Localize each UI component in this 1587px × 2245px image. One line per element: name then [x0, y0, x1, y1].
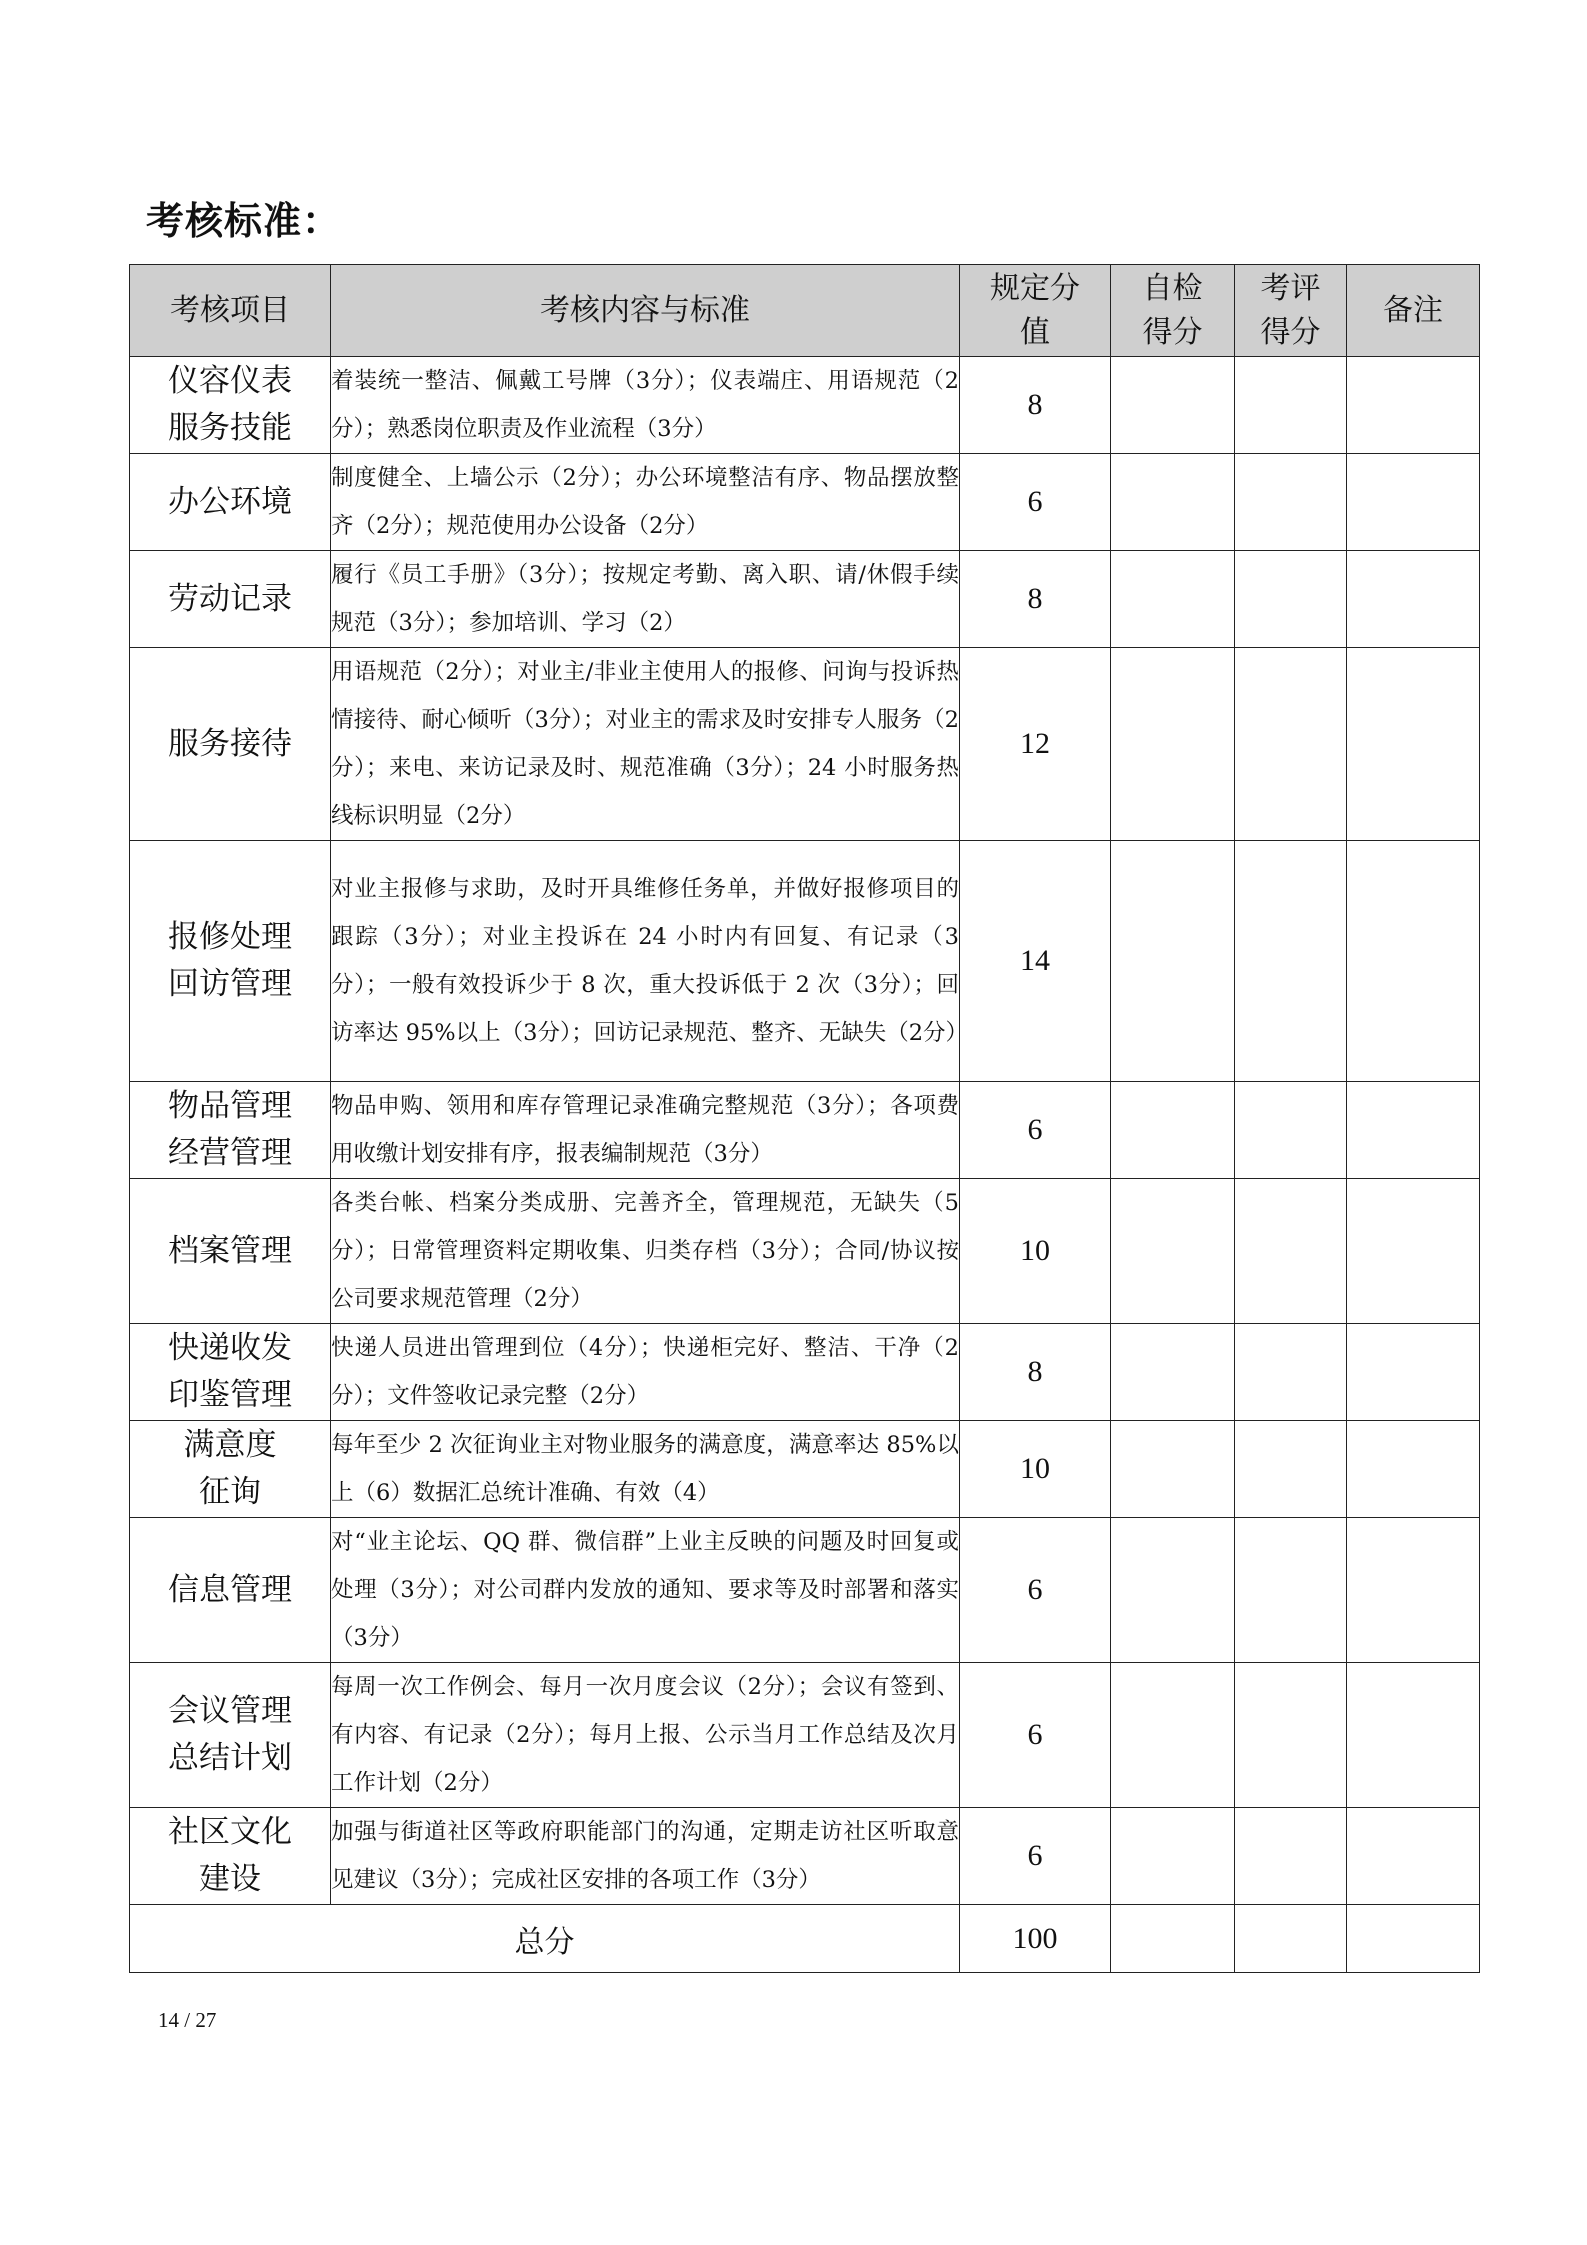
review-score-cell[interactable] — [1235, 1179, 1347, 1324]
row-score: 6 — [960, 1663, 1111, 1808]
note-cell[interactable] — [1347, 1421, 1480, 1518]
review-score-cell[interactable] — [1235, 1421, 1347, 1518]
page-number: 14 / 27 — [158, 2008, 217, 2032]
row-content: 对业主报修与求助，及时开具维修任务单，并做好报修项目的跟踪（3分）；对业主投诉在 24 小时内有回复、有记录（3分）；一般有效投诉少于 8 次，重大投诉低于 2 次（3分）；回访率达 95%以上（3分）；回访记录规范、整齐、无缺失（2分） — [331, 841, 960, 1082]
review-score-cell[interactable] — [1235, 648, 1347, 841]
table-row — [130, 841, 1480, 1082]
table-row — [130, 551, 1480, 648]
self-score-cell[interactable] — [1111, 648, 1235, 841]
row-content: 各类台帐、档案分类成册、完善齐全，管理规范，无缺失（5分）；日常管理资料定期收集、归类存档（3分）；合同/协议按公司要求规范管理（2分） — [331, 1179, 960, 1324]
row-item: 劳动记录 — [130, 551, 331, 648]
self-score-cell[interactable] — [1111, 551, 1235, 648]
table-row — [130, 357, 1480, 454]
note-cell[interactable] — [1347, 1082, 1480, 1179]
row-item: 快递收发印鉴管理 — [130, 1324, 331, 1421]
row-score: 6 — [960, 1518, 1111, 1663]
page-title: 考核标准： — [146, 198, 342, 243]
self-score-cell[interactable] — [1111, 1518, 1235, 1663]
table-row — [130, 1179, 1480, 1324]
table-row — [130, 454, 1480, 551]
table-row — [130, 1663, 1480, 1808]
header-score: 规定分值 — [960, 265, 1111, 357]
note-cell[interactable] — [1347, 648, 1480, 841]
header-item: 考核项目 — [130, 265, 331, 357]
total-label: 总分 — [130, 1905, 960, 1973]
assessment-table — [129, 264, 1480, 1973]
table-row — [130, 1518, 1480, 1663]
header-content: 考核内容与标准 — [331, 265, 960, 357]
note-cell[interactable] — [1347, 454, 1480, 551]
note-cell[interactable] — [1347, 1179, 1480, 1324]
table-row — [130, 1421, 1480, 1518]
row-score: 6 — [960, 1808, 1111, 1905]
row-score: 12 — [960, 648, 1111, 841]
note-cell[interactable] — [1347, 1324, 1480, 1421]
review-score-cell[interactable] — [1235, 357, 1347, 454]
row-score: 6 — [960, 1082, 1111, 1179]
row-content: 快递人员进出管理到位（4分）；快递柜完好、整洁、干净（2分）；文件签收记录完整（2分） — [331, 1324, 960, 1421]
self-score-cell[interactable] — [1111, 357, 1235, 454]
note-cell[interactable] — [1347, 1518, 1480, 1663]
review-score-cell[interactable] — [1235, 454, 1347, 551]
self-score-cell[interactable] — [1111, 1324, 1235, 1421]
row-content: 对“业主论坛、QQ 群、微信群”上业主反映的问题及时回复或处理（3分）；对公司群内发放的通知、要求等及时部署和落实（3分） — [331, 1518, 960, 1663]
self-score-cell[interactable] — [1111, 1082, 1235, 1179]
row-content: 每年至少 2 次征询业主对物业服务的满意度，满意率达 85%以上（6）数据汇总统计准确、有效（4） — [331, 1421, 960, 1518]
row-score: 10 — [960, 1421, 1111, 1518]
row-content: 制度健全、上墙公示（2分）；办公环境整洁有序、物品摆放整齐（2分）；规范使用办公设备（2分） — [331, 454, 960, 551]
row-item: 物品管理经营管理 — [130, 1082, 331, 1179]
row-item: 办公环境 — [130, 454, 331, 551]
row-score: 14 — [960, 841, 1111, 1082]
header-self-score: 自检得分 — [1111, 265, 1235, 357]
self-total-cell[interactable] — [1111, 1905, 1235, 1973]
row-content: 着装统一整洁、佩戴工号牌（3分）；仪表端庄、用语规范（2分）；熟悉岗位职责及作业流程（3分） — [331, 357, 960, 454]
row-content: 用语规范（2分）；对业主/非业主使用人的报修、问询与投诉热情接待、耐心倾听（3分）；对业主的需求及时安排专人服务（2分）；来电、来访记录及时、规范准确（3分）；24 小时服务热线标识明显（2分） — [331, 648, 960, 841]
self-score-cell[interactable] — [1111, 454, 1235, 551]
total-row — [130, 1905, 1480, 1973]
review-score-cell[interactable] — [1235, 1808, 1347, 1905]
row-item: 社区文化建设 — [130, 1808, 331, 1905]
note-cell[interactable] — [1347, 357, 1480, 454]
review-total-cell[interactable] — [1235, 1905, 1347, 1973]
row-item: 满意度征询 — [130, 1421, 331, 1518]
review-score-cell[interactable] — [1235, 841, 1347, 1082]
row-item: 报修处理回访管理 — [130, 841, 331, 1082]
row-score: 6 — [960, 454, 1111, 551]
row-content: 加强与街道社区等政府职能部门的沟通，定期走访社区听取意见建议（3分）；完成社区安排的各项工作（3分） — [331, 1808, 960, 1905]
row-score: 8 — [960, 357, 1111, 454]
note-cell[interactable] — [1347, 1808, 1480, 1905]
row-item: 仪容仪表服务技能 — [130, 357, 331, 454]
self-score-cell[interactable] — [1111, 1421, 1235, 1518]
review-score-cell[interactable] — [1235, 1663, 1347, 1808]
self-score-cell[interactable] — [1111, 1808, 1235, 1905]
note-cell[interactable] — [1347, 1663, 1480, 1808]
row-item: 会议管理总结计划 — [130, 1663, 331, 1808]
row-content: 履行《员工手册》（3分）；按规定考勤、离入职、请/休假手续规范（3分）；参加培训、学习（2） — [331, 551, 960, 648]
self-score-cell[interactable] — [1111, 841, 1235, 1082]
self-score-cell[interactable] — [1111, 1179, 1235, 1324]
note-total-cell[interactable] — [1347, 1905, 1480, 1973]
row-content: 每周一次工作例会、每月一次月度会议（2分）；会议有签到、有内容、有记录（2分）；每月上报、公示当月工作总结及次月工作计划（2分） — [331, 1663, 960, 1808]
note-cell[interactable] — [1347, 841, 1480, 1082]
table-row — [130, 1082, 1480, 1179]
row-score: 10 — [960, 1179, 1111, 1324]
review-score-cell[interactable] — [1235, 1082, 1347, 1179]
review-score-cell[interactable] — [1235, 1518, 1347, 1663]
review-score-cell[interactable] — [1235, 551, 1347, 648]
row-item: 信息管理 — [130, 1518, 331, 1663]
table-row — [130, 1324, 1480, 1421]
header-row — [130, 265, 1480, 357]
row-score: 8 — [960, 1324, 1111, 1421]
header-review-score: 考评得分 — [1235, 265, 1347, 357]
row-item: 档案管理 — [130, 1179, 331, 1324]
table-row — [130, 648, 1480, 841]
row-score: 8 — [960, 551, 1111, 648]
self-score-cell[interactable] — [1111, 1663, 1235, 1808]
note-cell[interactable] — [1347, 551, 1480, 648]
review-score-cell[interactable] — [1235, 1324, 1347, 1421]
header-note: 备注 — [1347, 265, 1480, 357]
row-item: 服务接待 — [130, 648, 331, 841]
row-content: 物品申购、领用和库存管理记录准确完整规范（3分）；各项费用收缴计划安排有序，报表编制规范（3分） — [331, 1082, 960, 1179]
total-score: 100 — [960, 1905, 1111, 1973]
table-row — [130, 1808, 1480, 1905]
